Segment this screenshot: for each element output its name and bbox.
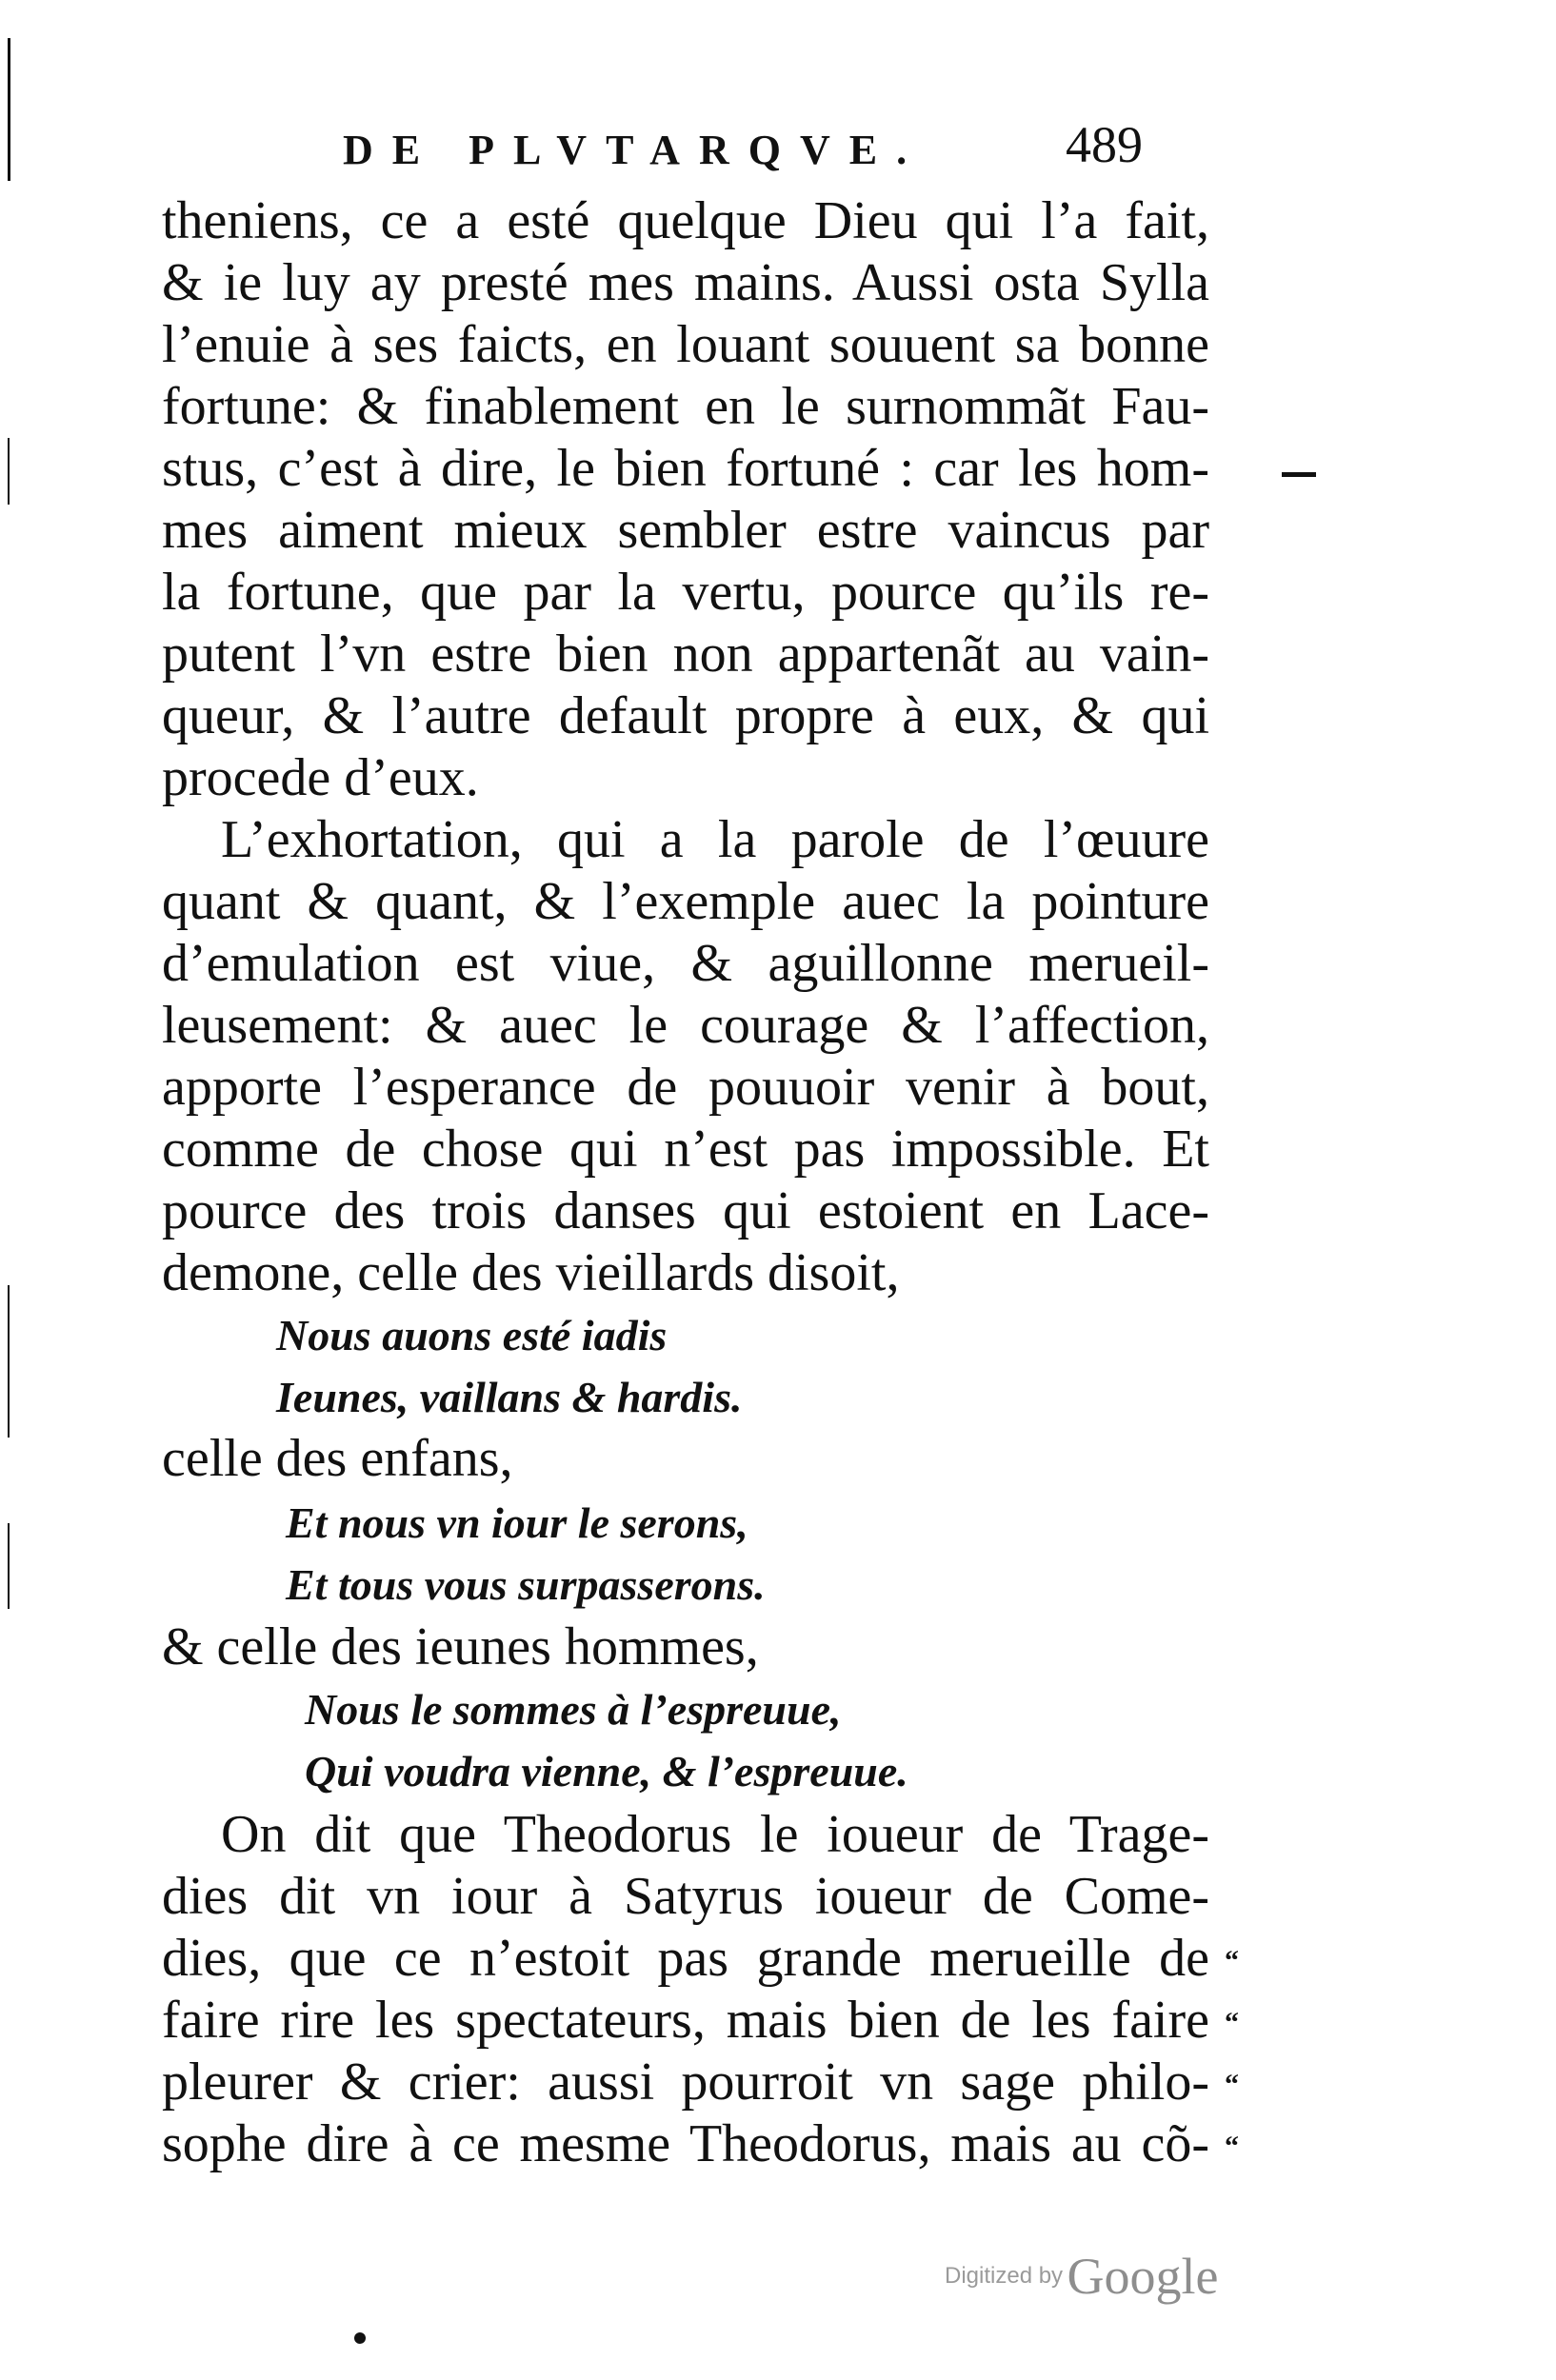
watermark-prefix: Digitized by — [945, 2263, 1064, 2289]
ink-spot — [354, 2332, 366, 2344]
text-line: fortune: & finablement en le surnommãt Fau- — [162, 377, 1209, 436]
quotation-margin-mark: “ — [1225, 2007, 1239, 2038]
verse-line: Qui voudra vienne, & l’espreuue. — [305, 1747, 908, 1795]
verse-line: Et tous vous surpasserons. — [286, 1560, 766, 1609]
text-line: quant & quant, & l’exemple auec la pointure — [162, 872, 1209, 931]
text-line: apporte l’esperance de pouuoir venir à bout, — [162, 1058, 1209, 1117]
quotation-margin-mark: “ — [1225, 1945, 1239, 1976]
quotation-margin-mark: “ — [1225, 2069, 1239, 2100]
text-line: queur, & l’autre default propre à eux, & qui — [162, 686, 1209, 745]
paragraph-start: On dit que Theodorus le ioueur de Trage- — [221, 1805, 1209, 1864]
text-line: demone, celle des vieillards disoit, — [162, 1243, 900, 1302]
google-logo: Google — [1067, 2248, 1219, 2305]
verse-intro: celle des enfans, — [162, 1429, 513, 1488]
text-line: comme de chose qui n’est pas impossible. Et — [162, 1120, 1209, 1179]
text-line: dies dit vn iour à Satyrus ioueur de Come- — [162, 1867, 1209, 1926]
margin-dash — [1282, 472, 1316, 477]
text-line: putent l’vn estre bien non appartenãt au vain- — [162, 625, 1209, 684]
running-title: DE PLVTARQVE. — [343, 127, 927, 173]
running-header — [343, 116, 1143, 179]
binding-edge — [8, 1285, 10, 1438]
verse-line: Ieunes, vaillans & hardis. — [276, 1373, 743, 1421]
text-line: dies, que ce n’estoit pas grande merueille de — [162, 1929, 1209, 1988]
text-line: d’emulation est viue, & aguillonne merueil- — [162, 934, 1209, 993]
text-line: pleurer & crier: aussi pourroit vn sage philo- — [162, 2053, 1209, 2112]
text-line: la fortune, que par la vertu, pource qu’ils re- — [162, 563, 1209, 622]
page-number: 489 — [1066, 116, 1143, 173]
text-line: sophe dire à ce mesme Theodorus, mais au cõ- — [162, 2114, 1209, 2173]
text-line: theniens, ce a esté quelque Dieu qui l’a fait, — [162, 191, 1209, 250]
text-line: pource des trois danses qui estoient en Lace- — [162, 1181, 1209, 1240]
verse-line: Et nous vn iour le serons, — [286, 1498, 748, 1547]
text-line: procede d’eux. — [162, 748, 479, 807]
text-line: stus, c’est à dire, le bien fortuné : car les hom- — [162, 439, 1209, 498]
verse-line: Nous auons esté iadis — [276, 1311, 668, 1359]
binding-edge — [8, 438, 10, 505]
text-line: mes aiment mieux sembler estre vaincus par — [162, 501, 1209, 560]
digitization-watermark — [945, 2247, 1218, 2306]
text-line: faire rire les spectateurs, mais bien de les faire — [162, 1991, 1209, 2050]
binding-edge — [8, 38, 10, 181]
verse-intro: & celle des ieunes hommes, — [162, 1617, 759, 1676]
paragraph-start: L’exhortation, qui a la parole de l’œuure — [221, 810, 1209, 869]
binding-edge — [8, 1523, 10, 1609]
text-line: l’enuie à ses faicts, en louant souuent sa bonne — [162, 315, 1209, 374]
text-line: leusement: & auec le courage & l’affection, — [162, 996, 1209, 1055]
quotation-margin-mark: “ — [1225, 2131, 1239, 2162]
text-line: & ie luy ay presté mes mains. Aussi osta Sylla — [162, 253, 1209, 312]
verse-line: Nous le sommes à l’espreuue, — [305, 1685, 842, 1734]
